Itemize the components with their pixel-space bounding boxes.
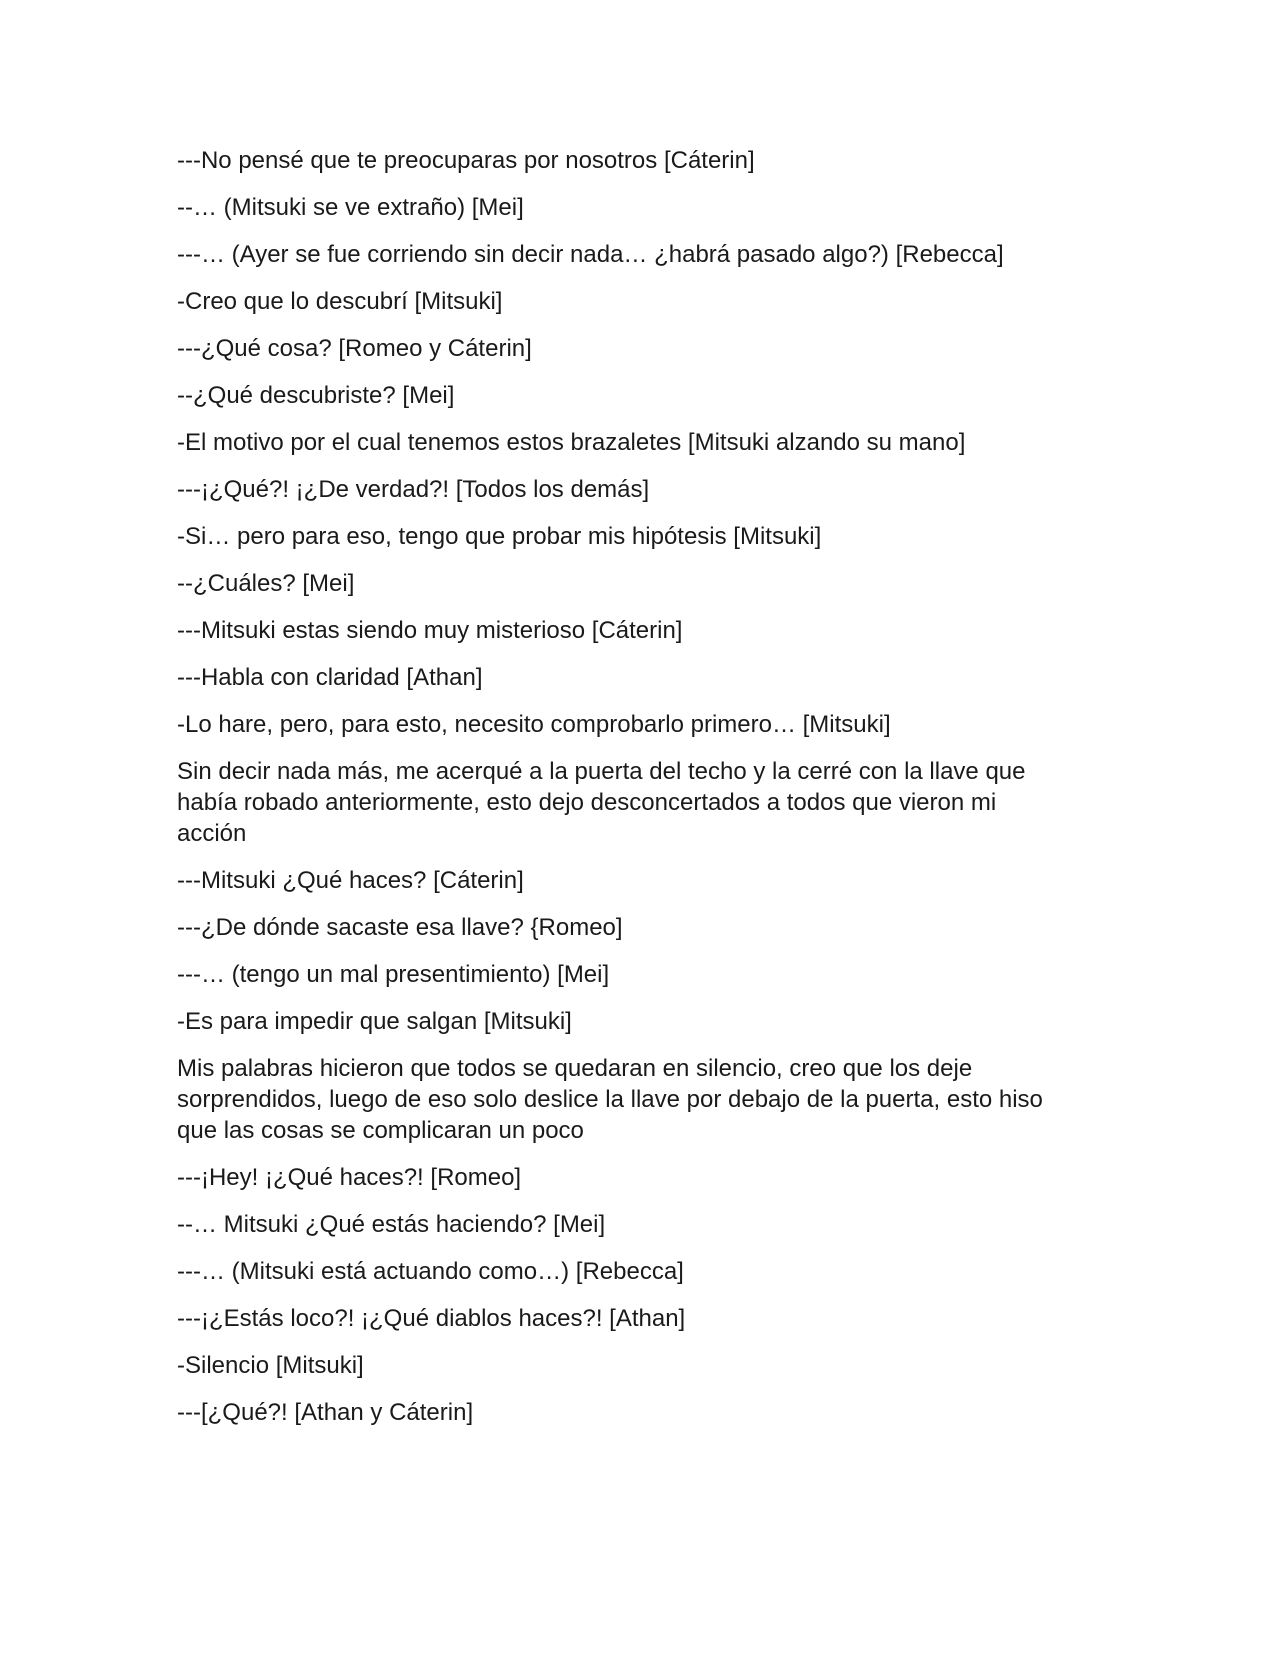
document-body <box>177 145 1107 1428</box>
dialogue-line: -Lo hare, pero, para esto, necesito comprobarlo primero… [Mitsuki] <box>177 711 891 738</box>
block-gap <box>177 896 1107 912</box>
dialogue-line: ---¡Hey! ¡¿Qué haces?! [Romeo] <box>177 1164 522 1191</box>
dialogue-line: ---[¿Qué?! [Athan y Cáterin] <box>177 1399 474 1426</box>
dialogue-line: ---¡¿Qué?! ¡¿De verdad?! [Todos los demás] <box>177 476 650 503</box>
block-gap <box>177 458 1107 474</box>
block-gap <box>177 1240 1107 1256</box>
dialogue-line: ---… (Mitsuki está actuando como…) [Rebecca] <box>177 1258 684 1285</box>
narration-line: había robado anteriormente, esto dejo desconcertados a todos que vieron mi <box>177 789 997 816</box>
dialogue-line: ---Mitsuki ¿Qué haces? [Cáterin] <box>177 867 524 894</box>
dialogue-line: --¿Cuáles? [Mei] <box>177 570 355 597</box>
dialogue-line: -Si… pero para eso, tengo que probar mis hipótesis [Mitsuki] <box>177 523 822 550</box>
block-gap <box>177 990 1107 1006</box>
dialogue-line: ---… (Ayer se fue corriendo sin decir nada… ¿habrá pasado algo?) [Rebecca] <box>177 241 1004 268</box>
dialogue-line: ---No pensé que te preocuparas por nosotros [Cáterin] <box>177 147 755 174</box>
dialogue-line: -Creo que lo descubrí [Mitsuki] <box>177 288 503 315</box>
block-gap <box>177 1146 1107 1162</box>
block-gap <box>177 552 1107 568</box>
block-gap <box>177 505 1107 521</box>
block-gap <box>177 317 1107 333</box>
block-gap <box>177 364 1107 380</box>
narration-line: Mis palabras hicieron que todos se quedaran en silencio, creo que los deje <box>177 1055 973 1082</box>
narration-line: Sin decir nada más, me acerqué a la puerta del techo y la cerré con la llave que <box>177 758 1026 785</box>
block-gap <box>177 176 1107 192</box>
dialogue-line: ---Habla con claridad [Athan] <box>177 664 483 691</box>
narration-line: que las cosas se complicaran un poco <box>177 1117 584 1144</box>
block-gap <box>177 223 1107 239</box>
dialogue-line: ---¡¿Estás loco?! ¡¿Qué diablos haces?! [Athan] <box>177 1305 686 1332</box>
dialogue-line: --… Mitsuki ¿Qué estás haciendo? [Mei] <box>177 1211 606 1238</box>
block-gap <box>177 1193 1107 1209</box>
block-gap <box>177 849 1107 865</box>
block-gap <box>177 646 1107 662</box>
narration-paragraph <box>177 1053 1107 1146</box>
block-gap <box>177 1334 1107 1350</box>
dialogue-line: -El motivo por el cual tenemos estos brazaletes [Mitsuki alzando su mano] <box>177 429 966 456</box>
dialogue-line: ---… (tengo un mal presentimiento) [Mei] <box>177 961 610 988</box>
dialogue-line: ---Mitsuki estas siendo muy misterioso [Cáterin] <box>177 617 683 644</box>
block-gap <box>177 943 1107 959</box>
narration-line: sorprendidos, luego de eso solo deslice la llave por debajo de la puerta, esto hiso <box>177 1086 1043 1113</box>
block-gap <box>177 411 1107 427</box>
block-gap <box>177 693 1107 709</box>
block-gap <box>177 270 1107 286</box>
dialogue-line: -Es para impedir que salgan [Mitsuki] <box>177 1008 572 1035</box>
block-gap <box>177 740 1107 756</box>
block-gap <box>177 1381 1107 1397</box>
block-gap <box>177 599 1107 615</box>
dialogue-line: --… (Mitsuki se ve extraño) [Mei] <box>177 194 524 221</box>
dialogue-line: --¿Qué descubriste? [Mei] <box>177 382 455 409</box>
dialogue-line: ---¿Qué cosa? [Romeo y Cáterin] <box>177 335 532 362</box>
dialogue-line: -Silencio [Mitsuki] <box>177 1352 364 1379</box>
narration-line: acción <box>177 820 247 847</box>
block-gap <box>177 1037 1107 1053</box>
narration-paragraph <box>177 756 1107 849</box>
dialogue-line: ---¿De dónde sacaste esa llave? {Romeo] <box>177 914 623 941</box>
block-gap <box>177 1287 1107 1303</box>
